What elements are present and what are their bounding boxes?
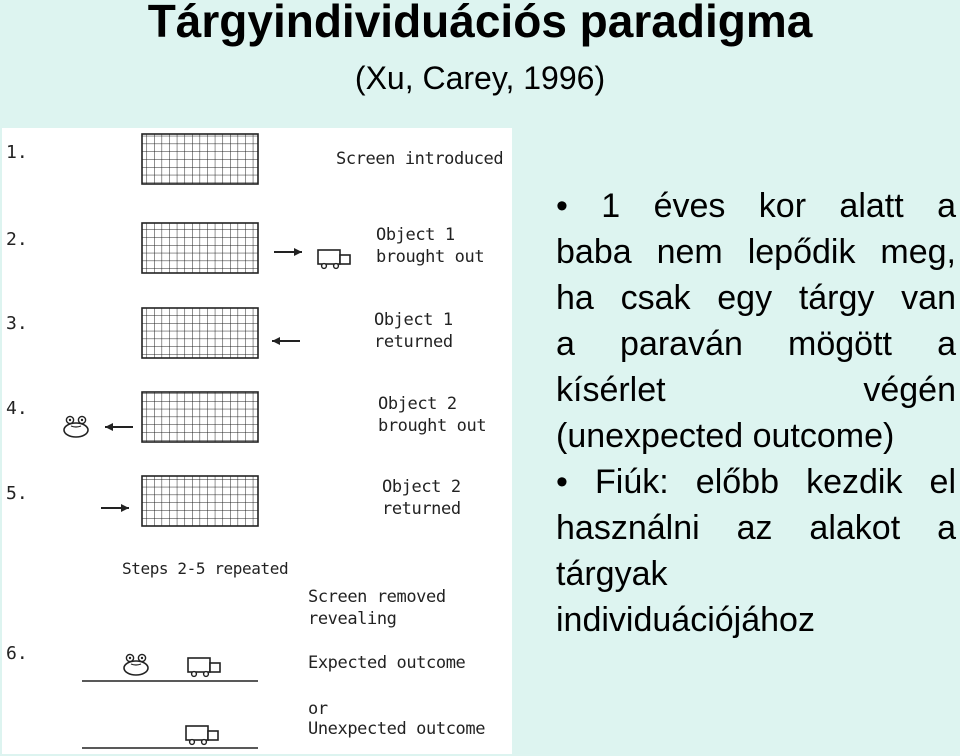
bullet-1-line: (unexpected outcome)	[556, 417, 895, 455]
arrow-right-icon	[274, 248, 302, 256]
step-number: 1.	[6, 142, 28, 163]
truck-icon	[188, 658, 220, 676]
step-number: 4.	[6, 398, 28, 419]
step-label: Screen introduced	[336, 149, 504, 169]
repeat-note: Steps 2-5 repeated	[122, 559, 289, 578]
bullet-2-line: • Fiúk: előbb kezdik el	[556, 463, 957, 501]
bullet-1-line: ha csak egy tárgy van	[556, 279, 956, 317]
step-label: Object 1 brought out	[376, 225, 485, 267]
frog-icon	[64, 416, 88, 437]
screen-2	[142, 223, 258, 273]
expected-outcome-label: Expected outcome	[308, 653, 466, 673]
screen-removed-label: Screen removed revealing	[308, 587, 446, 629]
screen-1	[142, 134, 258, 184]
bullet-1-line: a paraván mögött a	[556, 325, 956, 363]
step-number: 5.	[6, 483, 28, 504]
step-label: Object 2 returned	[382, 477, 461, 519]
unexpected-outcome-label: Unexpected outcome	[308, 719, 486, 739]
screen-3	[142, 308, 258, 358]
frog-icon	[124, 654, 148, 675]
bullet-dot-icon: •	[556, 463, 568, 501]
or-label: or	[308, 699, 328, 719]
step-label: Object 2 brought out	[378, 394, 487, 436]
arrow-left-icon	[272, 337, 300, 345]
bullet-1-line: kísérlet végén	[556, 371, 956, 409]
step-number: 3.	[6, 313, 28, 334]
bullet-1-line: • 1 éves kor alatt a	[556, 187, 956, 225]
step-number: 2.	[6, 229, 28, 250]
bullet-2-line: individuációjához	[556, 601, 815, 639]
bullet-list	[556, 183, 956, 643]
bullet-2-line: tárgyak	[556, 555, 668, 593]
slide-subtitle: (Xu, Carey, 1996)	[354, 60, 606, 96]
step-label: Object 1 returned	[374, 310, 453, 352]
truck-icon	[186, 726, 218, 744]
bullet-1-line: baba nem lepődik meg,	[556, 233, 956, 271]
bullet-dot-icon: •	[556, 187, 568, 225]
screen-5	[142, 476, 258, 526]
slide-title: Tárgyindividuációs paradigma	[147, 0, 813, 47]
screen-4	[142, 392, 258, 442]
experiment-figure	[2, 128, 512, 754]
step-number: 6.	[6, 643, 28, 664]
arrow-left-icon	[105, 423, 133, 431]
arrow-right-icon	[101, 504, 129, 512]
bullet-2-line: használni az alakot a	[556, 509, 956, 547]
truck-icon	[318, 250, 350, 268]
